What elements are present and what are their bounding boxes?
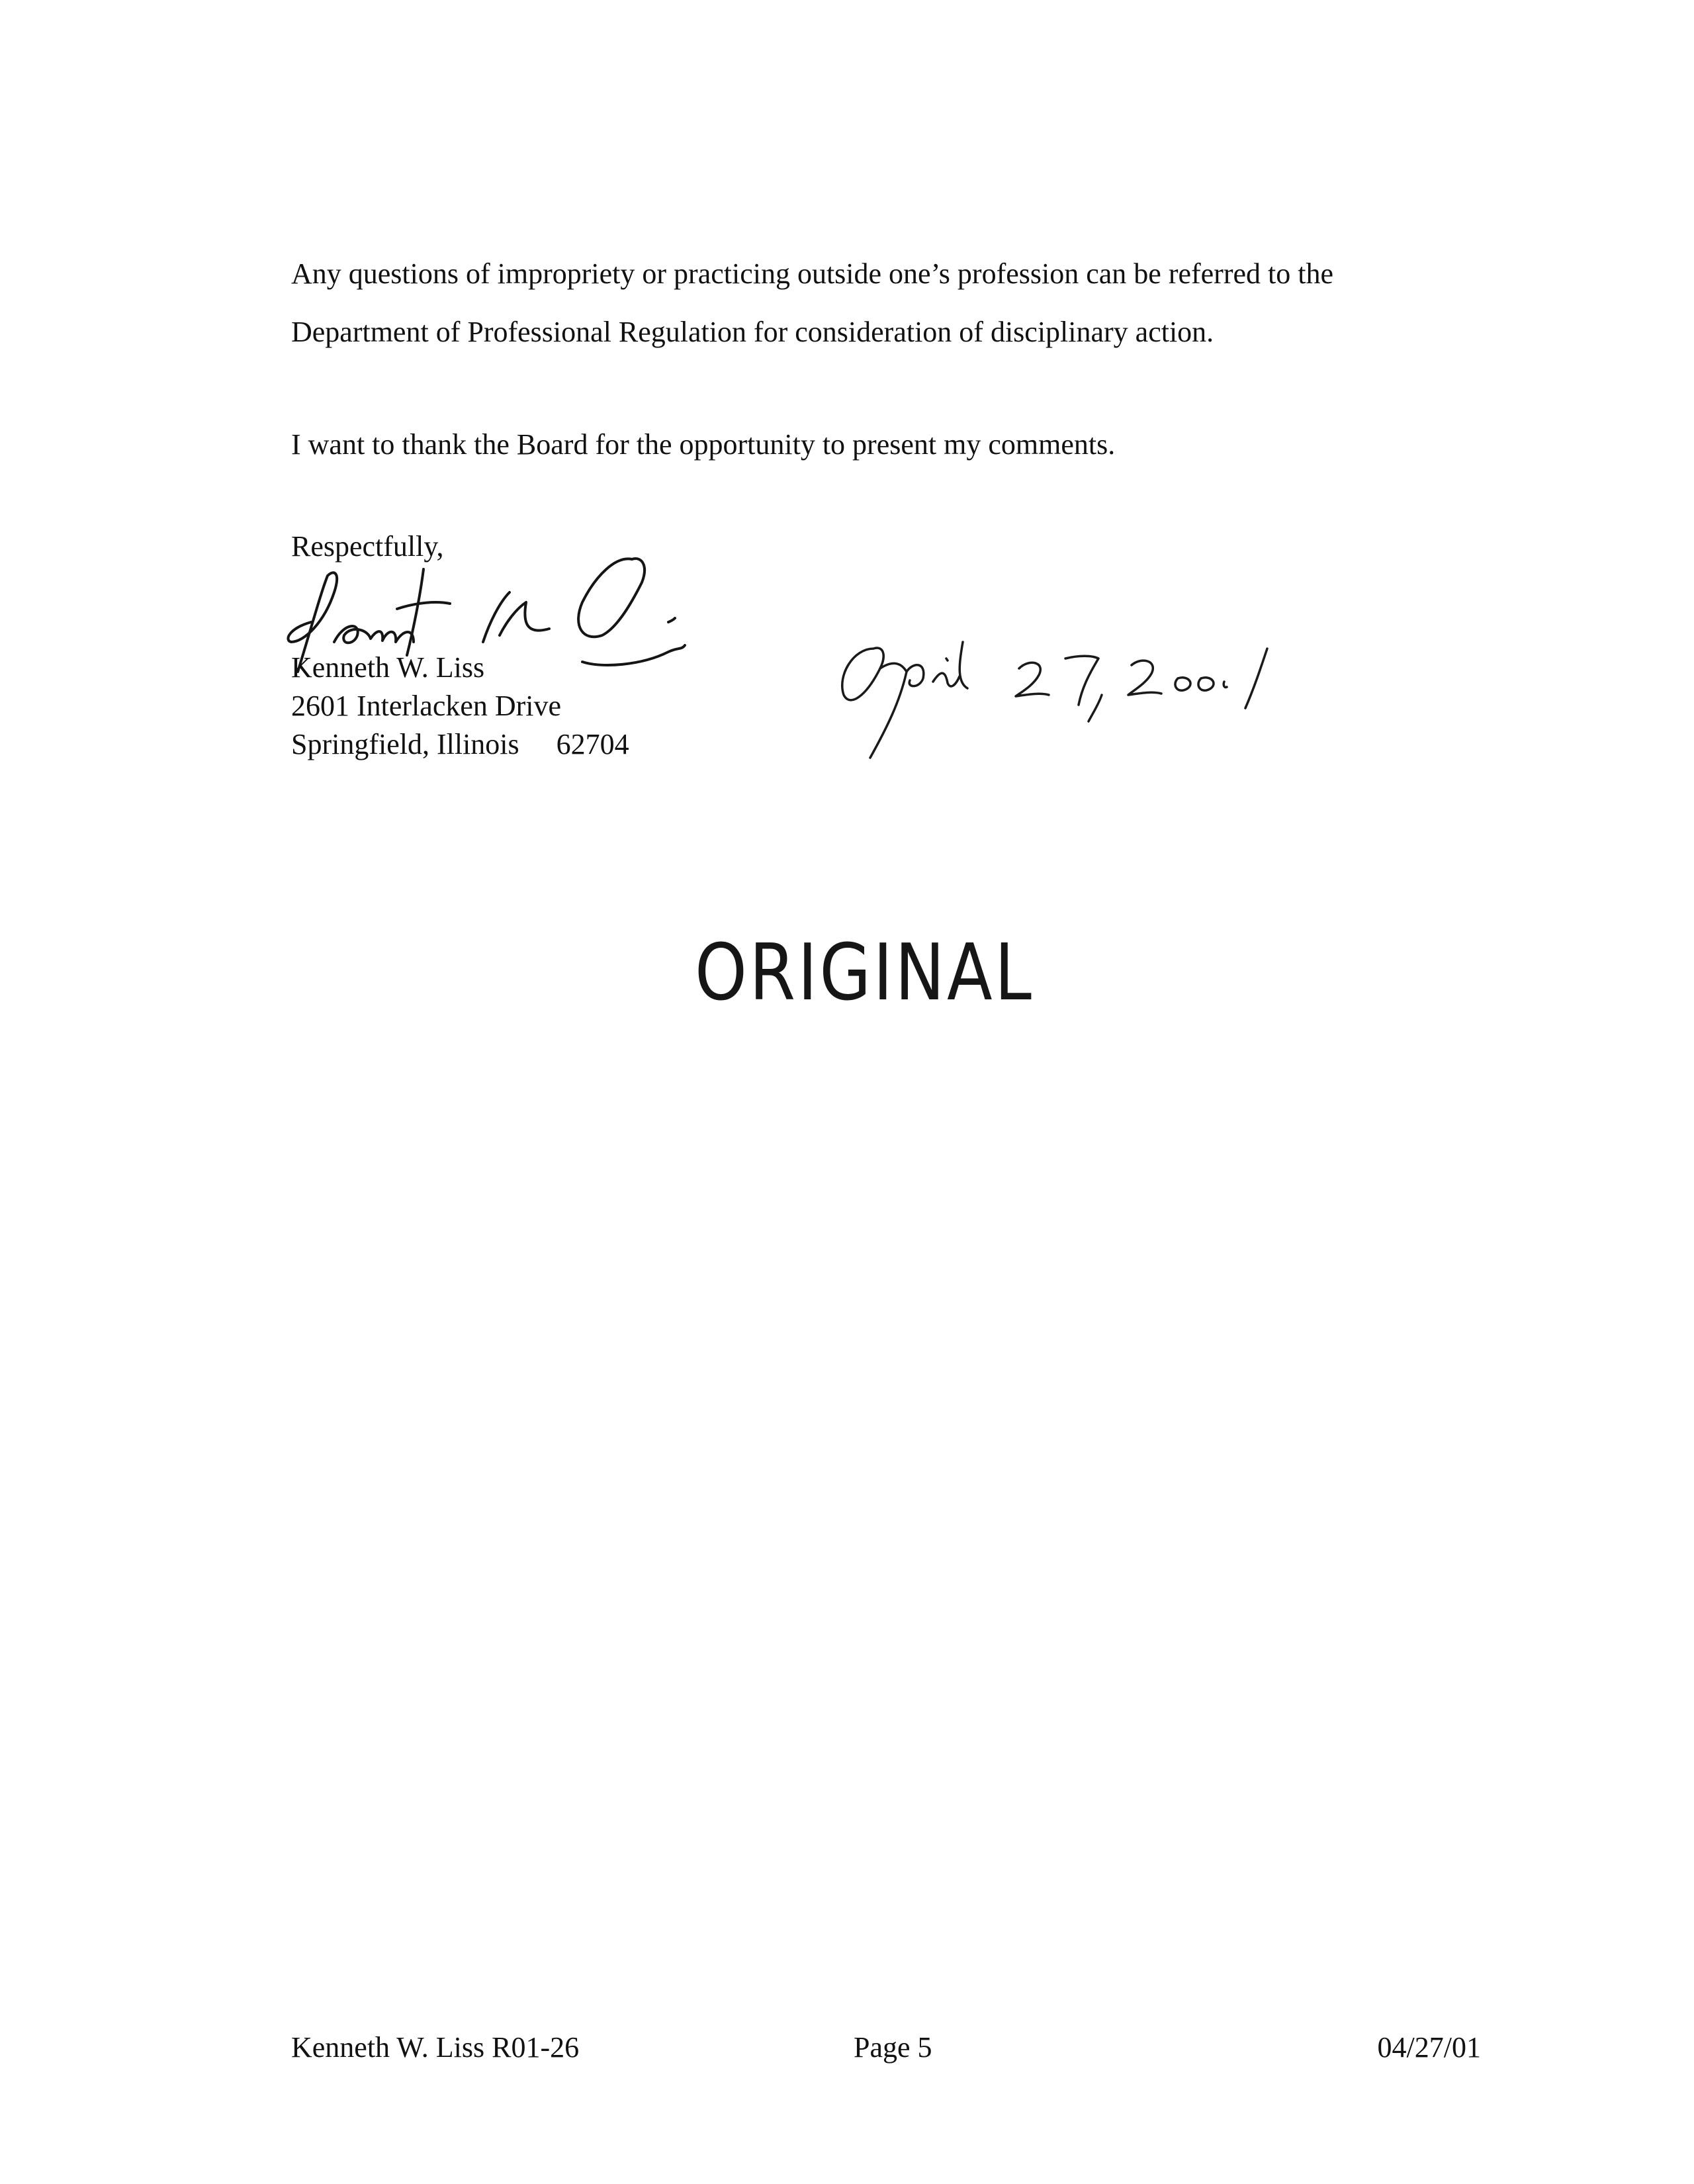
address-line-1: 2601 Interlacken Drive [291,690,562,722]
page-footer [0,2030,1694,2077]
footer-date: 04/27/01 [1377,2031,1481,2064]
footer-page-number: Page 5 [854,2031,932,2064]
zip-code: 62704 [556,728,629,760]
signature-block [291,649,629,764]
closing-salutation: Respectfully, [291,530,444,563]
original-stamp: ORIGINAL [695,927,1034,1018]
handwritten-date [827,622,1290,768]
address-line-2 [291,725,629,764]
signer-name: Kenneth W. Liss [291,651,485,684]
paragraph-referral: Any questions of impropriety or practicing outside one’s profession can be referred to the Department of Professional Regulation for consideration of disciplinary action. [291,257,1333,348]
paragraph-thanks: I want to thank the Board for the opportunity to present my comments. [291,428,1116,461]
footer-docket: Kenneth W. Liss R01-26 [291,2031,580,2064]
city-state: Springfield, Illinois [291,728,519,760]
